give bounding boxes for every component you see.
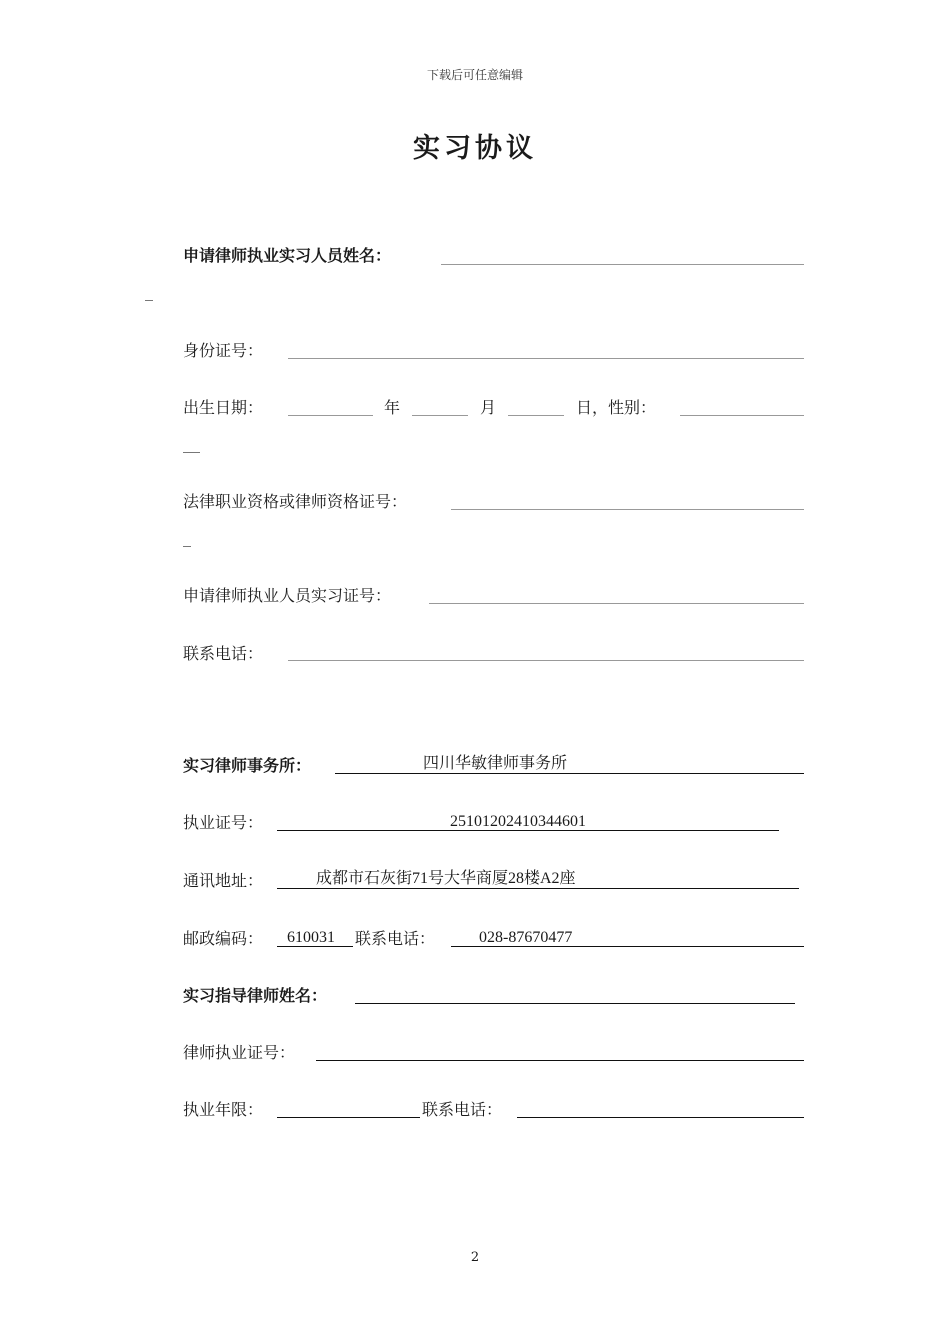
id-number-field[interactable] (288, 358, 804, 359)
mentor-phone-label: 联系电话： (422, 1100, 503, 1119)
month-label: 月 (480, 398, 497, 417)
gender-field[interactable] (680, 415, 804, 416)
practice-years-field[interactable] (277, 1117, 420, 1118)
intern-phone-label: 联系电话： (183, 644, 264, 663)
intern-cert-field[interactable] (429, 603, 804, 604)
page-number: 2 (470, 1250, 480, 1265)
document-title: 实习协议 (413, 133, 537, 164)
address-label: 通讯地址： (183, 871, 264, 890)
birth-date-label: 出生日期： (183, 398, 264, 417)
firm-phone-label: 联系电话： (355, 929, 436, 948)
address-value: 成都市石灰街71号大华商厦28楼A2座 (316, 870, 576, 887)
mentor-license-field[interactable] (316, 1060, 804, 1061)
page-header: 下载后可任意编辑 (426, 68, 523, 82)
id-number-label: 身份证号： (183, 341, 264, 360)
mentor-name-field[interactable] (355, 1003, 795, 1004)
birth-month-field[interactable] (412, 415, 468, 416)
day-gender-label: 日，性别： (576, 398, 657, 417)
license-value: 25101202410344601 (450, 813, 586, 830)
qualification-field[interactable] (451, 509, 804, 510)
firm-phone-value: 028-87670477 (479, 929, 573, 946)
postal-value: 610031 (287, 929, 335, 946)
qualification-label: 法律职业资格或律师资格证号： (183, 492, 408, 511)
year-label: 年 (384, 398, 401, 417)
birth-year-field[interactable] (288, 415, 373, 416)
license-label: 执业证号： (183, 813, 264, 832)
intern-name-field[interactable] (441, 264, 804, 265)
postal-label: 邮政编码： (183, 929, 264, 948)
intern-phone-field[interactable] (288, 660, 804, 661)
firm-field[interactable] (335, 773, 804, 774)
intern-name-field-wrap (145, 300, 153, 301)
mentor-license-label: 律师执业证号： (183, 1043, 296, 1062)
mentor-phone-field[interactable] (517, 1117, 804, 1118)
gender-field-wrap (183, 452, 200, 453)
firm-value: 四川华敏律师事务所 (423, 755, 568, 772)
intern-name-label: 申请律师执业实习人员姓名： (183, 246, 392, 265)
firm-label: 实习律师事务所： (183, 756, 312, 775)
intern-cert-label: 申请律师执业人员实习证号： (183, 586, 392, 605)
mentor-name-label: 实习指导律师姓名： (183, 986, 328, 1005)
practice-years-label: 执业年限： (183, 1100, 264, 1119)
birth-day-field[interactable] (508, 415, 564, 416)
qualification-field-wrap (183, 546, 191, 547)
